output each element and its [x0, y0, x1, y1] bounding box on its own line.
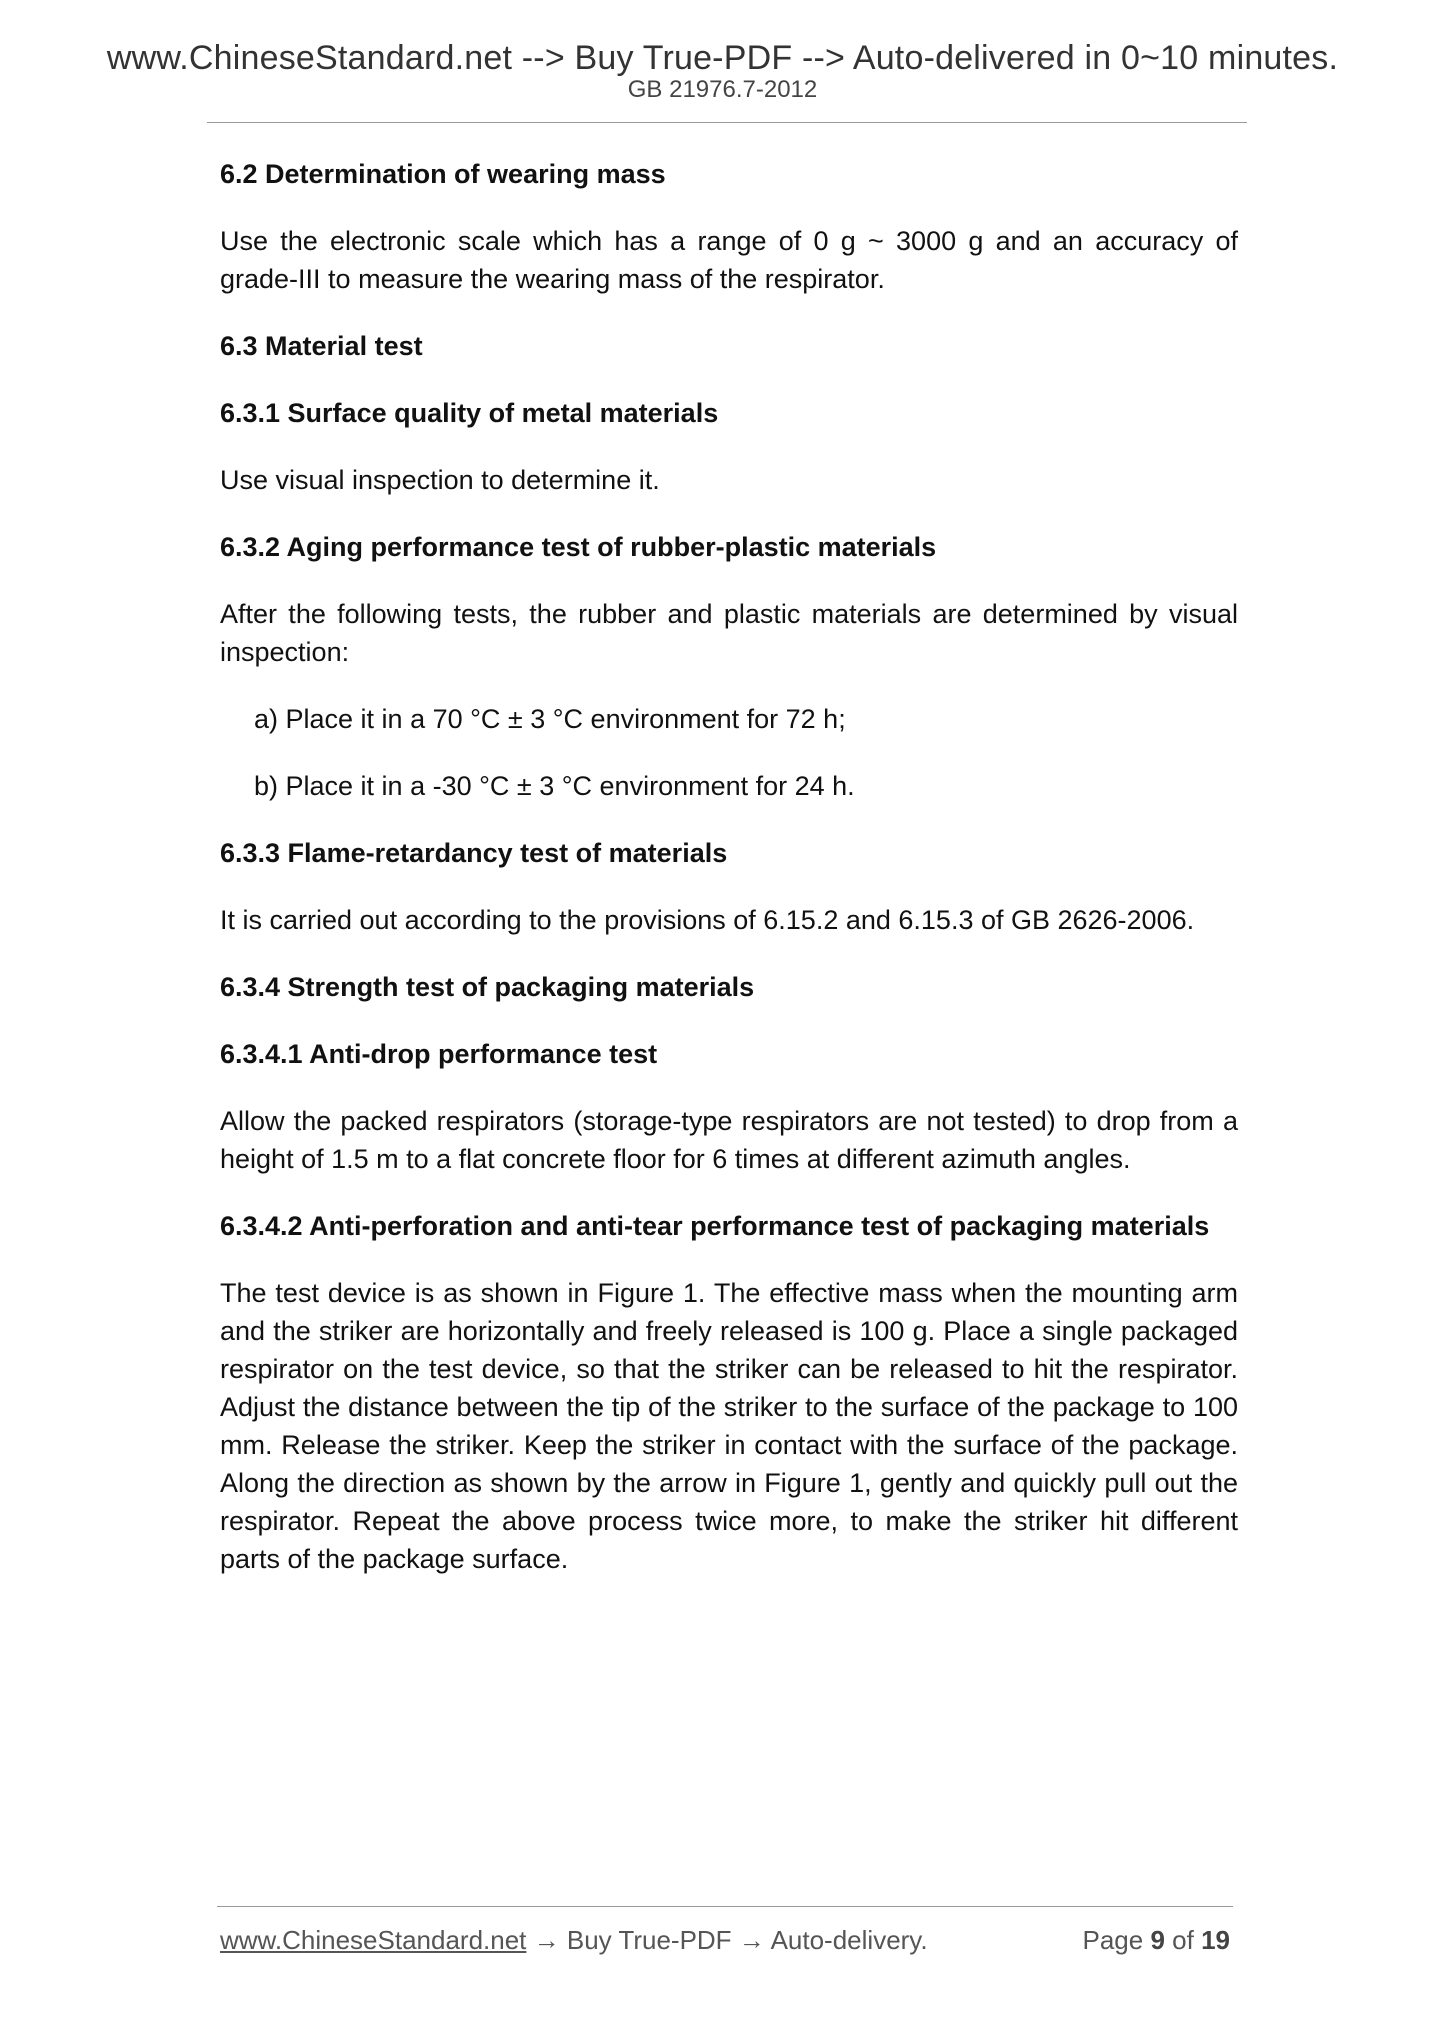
section-heading-6-3-2: 6.3.2 Aging performance test of rubber-plastic materials [220, 532, 937, 562]
page-footer [220, 1923, 1230, 1957]
site-link[interactable]: www.ChineseStandard.net [220, 1925, 527, 1955]
page-label: Page [1082, 1925, 1144, 1955]
of-label: of [1172, 1925, 1194, 1955]
paragraph-6-3-2: After the following tests, the rubber and plastic materials are determined by visual inspection: [220, 599, 1238, 667]
paragraph-6-3-4-1: Allow the packed respirators (storage-type respirators are not tested) to drop from a height of 1.5 m to a flat concrete floor for 6 times at different azimuth angles. [220, 1106, 1238, 1174]
section-heading-6-3-3: 6.3.3 Flame-retardancy test of materials [220, 838, 728, 868]
section-heading-6-3-4: 6.3.4 Strength test of packaging materials [220, 972, 755, 1002]
paragraph-6-3-3: It is carried out according to the provisions of 6.15.2 and 6.15.3 of GB 2626-2006. [220, 905, 1195, 935]
section-heading-6-2: 6.2 Determination of wearing mass [220, 159, 666, 189]
section-heading-6-3-1: 6.3.1 Surface quality of metal materials [220, 398, 719, 428]
list-item-b: b) Place it in a -30 °C ± 3 °C environment for 24 h. [254, 771, 855, 801]
page-indicator [1082, 1923, 1230, 1957]
site-banner: www.ChineseStandard.net --> Buy True-PDF --> Auto-delivered in 0~10 minutes. [106, 39, 1339, 77]
header-divider [207, 122, 1247, 123]
page-number: 9 [1150, 1925, 1165, 1955]
section-heading-6-3-4-1: 6.3.4.1 Anti-drop performance test [220, 1039, 658, 1069]
footer-divider [217, 1906, 1233, 1907]
paragraph-6-2: Use the electronic scale which has a range of 0 g ~ 3000 g and an accuracy of grade-III to measure the wearing mass of the respirator. [220, 226, 1238, 294]
section-heading-6-3: 6.3 Material test [220, 331, 423, 361]
buy-text: → Buy True-PDF → Auto-delivery. [526, 1925, 928, 1955]
section-heading-6-3-4-2: 6.3.4.2 Anti-perforation and anti-tear performance test of packaging materials [220, 1211, 1210, 1241]
list-item-a: a) Place it in a 70 °C ± 3 °C environment for 72 h; [254, 704, 846, 734]
paragraph-6-3-4-2: The test device is as shown in Figure 1. The effective mass when the mounting arm and the striker are horizontally and freely released is 100 g. Place a single packaged respirator on the test device, so that the striker can be released to hit the respirator. Adjust the distance between the tip of the striker to the surface of the package to 100 mm. Release the striker. Keep the striker in contact with the surface of the package. Along the direction as shown by the arrow in Figure 1, gently and quickly pull out the respirator. Repeat the above process twice more, to make the striker hit different parts of the package surface. [220, 1278, 1238, 1574]
document-body [220, 155, 1238, 1607]
paragraph-6-3-1: Use visual inspection to determine it. [220, 465, 660, 495]
total-pages: 19 [1201, 1925, 1230, 1955]
standard-code: GB 21976.7-2012 [627, 76, 818, 103]
